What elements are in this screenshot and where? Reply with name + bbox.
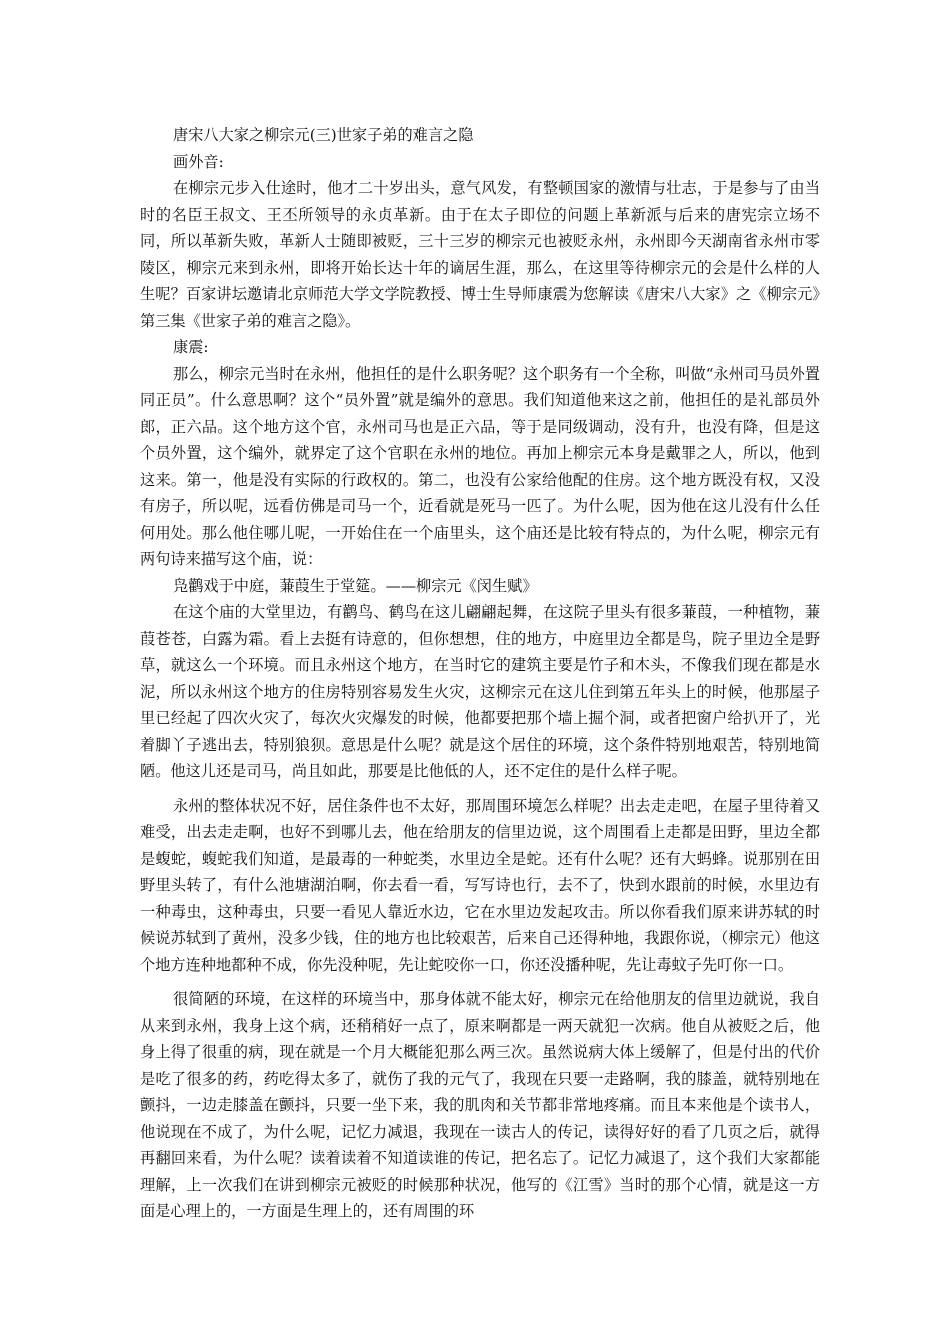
- speaker-label: 康震:: [173, 338, 209, 356]
- body-paragraph-3: 永州的整体状况不好，居住条件也不太好，那周围环境怎么样呢？出去走走吧，在屋子里待着又难受，出去走走啊，也好不到哪儿去，他在给朋友的信里边说，这个周围看上走都是田野，里边全都是蝮蛇，蝮蛇我们知道，是最毒的一种蛇类，水里边全是蛇。还有什么呢？还有大蚂蜂。说那别在田野里头转了，有什么池塘湖泊啊，你去看一看，写写诗也行，去不了，快到水跟前的时候，水里边有一种毒虫，这种毒虫，只要一看见人靠近水边，它在水里边发起攻击。所以你看我们原来讲苏轼的时候说苏轼到了黄州，没多少钱，住的地方也比较艰苦，后来自己还得种地，我跟你说，（柳宗元）他这个地方连种地都种不成，你先没种呢，先让蛇咬你一口，你还没播种呢，先让毒蚊子先叮你一口。: [140, 796, 820, 974]
- document-title: 唐宋八大家之柳宗元(三)世家子弟的难言之隐: [173, 126, 474, 144]
- body-paragraph-2: 在这个庙的大堂里边，有鹳鸟、鹤鸟在这儿翩翩起舞，在这院子里头有很多蒹葭，一种植物，蒹葭苍苍，白露为霜。看上去挺有诗意的，但你想想，住的地方，中庭里边全都是鸟，院子里边全是野草，就这么一个环境。而且永州这个地方，在当时它的建筑主要是竹子和木头，不像我们现在都是水泥，所以永州这个地方的住房特别容易发生火灾，这柳宗元在这儿住到第五年头上的时候，他那屋子里已经起了四次火灾了，每次火灾爆发的时候，他都要把那个墙上掘个洞，或者把窗户给扒开了，光着脚丫子逃出去，特别狼狈。意思是什么呢？就是这个居住的环境，这个条件特别地艰苦，特别地简陋。他这儿还是司马，尚且如此，那要是比他低的人，还不定住的是什么样子呢。: [140, 603, 820, 780]
- document-page: [140, 122, 820, 1225]
- narrator-label: 画外音:: [173, 152, 224, 171]
- body-paragraph-4: 很简陋的环境，在这样的环境当中，那身体就不能太好，柳宗元在给他朋友的信里边就说，我自从来到永州，我身上这个病，还稍稍好一点了，原来啊都是一两天就犯一次病。他自从被贬之后，他身上得了很重的病，现在就是一个月大概能犯那么两三次。虽然说病大体上缓解了，但是付出的代价是吃了很多的药，药吃得太多了，就伤了我的元气了，我现在只要一走路啊，我的膝盖，就特别地在颤抖，一边走膝盖在颤抖，只要一坐下来，我的肌肉和关节都非常地疼痛。而且本来他是个读书人，他说现在不成了，为什么呢，记忆力减退，我现在一读古人的传记，读得好好的看了几页之后，就得再翻回来看，为什么呢？读着读着不知道读谁的传记，把名忘了。记忆力减退了，这个我们大家都能理解，上一次我们在讲到柳宗元被贬的时候那种状况，他写的《江雪》当时的那个心情，就是这一方面是心理上的，一方面是生理上的，还有周围的环: [140, 990, 820, 1220]
- poem-quote: 凫鹳戏于中庭，蒹葭生于堂筵。——柳宗元《闵生赋》: [173, 576, 538, 595]
- body-paragraph-1: 那么，柳宗元当时在永州，他担任的是什么职务呢？这个职务有一个全称，叫做“永州司马员外置同正员”。什么意思啊？这个“员外置”就是编外的意思。我们知道他来这之前，他担任的是礼部员外郎，正六品。这个地方这个官，永州司马也是正六品，等于是同级调动，没有升，也没有降，但是这个员外置，这个编外，就界定了这个官职在永州的地位。再加上柳宗元本身是戴罪之人，所以，他到这来。第一，他是没有实际的行政权的。第二，也没有公家给他配的住房。这个地方既没有权，又没有房子，所以呢，远看仿佛是司马一个，近看就是死马一匹了。为什么呢，因为他在这儿没有什么任何用处。那么他住哪儿呢，一开始住在一个庙里头，这个庙还是比较有特点的，为什么呢，柳宗元有两句诗来描写这个庙，说：: [140, 364, 820, 568]
- intro-paragraph: 在柳宗元步入仕途时，他才二十岁出头，意气风发，有整顿国家的激情与壮志，于是参与了由当时的名臣王叔文、王丕所领导的永贞革新。由于在太子即位的问题上革新派与后来的唐宪宗立场不同，所以革新失败，革新人士随即被贬，三十三岁的柳宗元也被贬永州，永州即今天湖南省永州市零陵区，柳宗元来到永州，即将开始长达十年的谪居生涯，那么，在这里等待柳宗元的会是什么样的人生呢？百家讲坛邀请北京师范大学文学院教授、博士生导师康震为您解读《唐宋八大家》之《柳宗元》第三集《世家子弟的难言之隐》。: [140, 179, 820, 330]
